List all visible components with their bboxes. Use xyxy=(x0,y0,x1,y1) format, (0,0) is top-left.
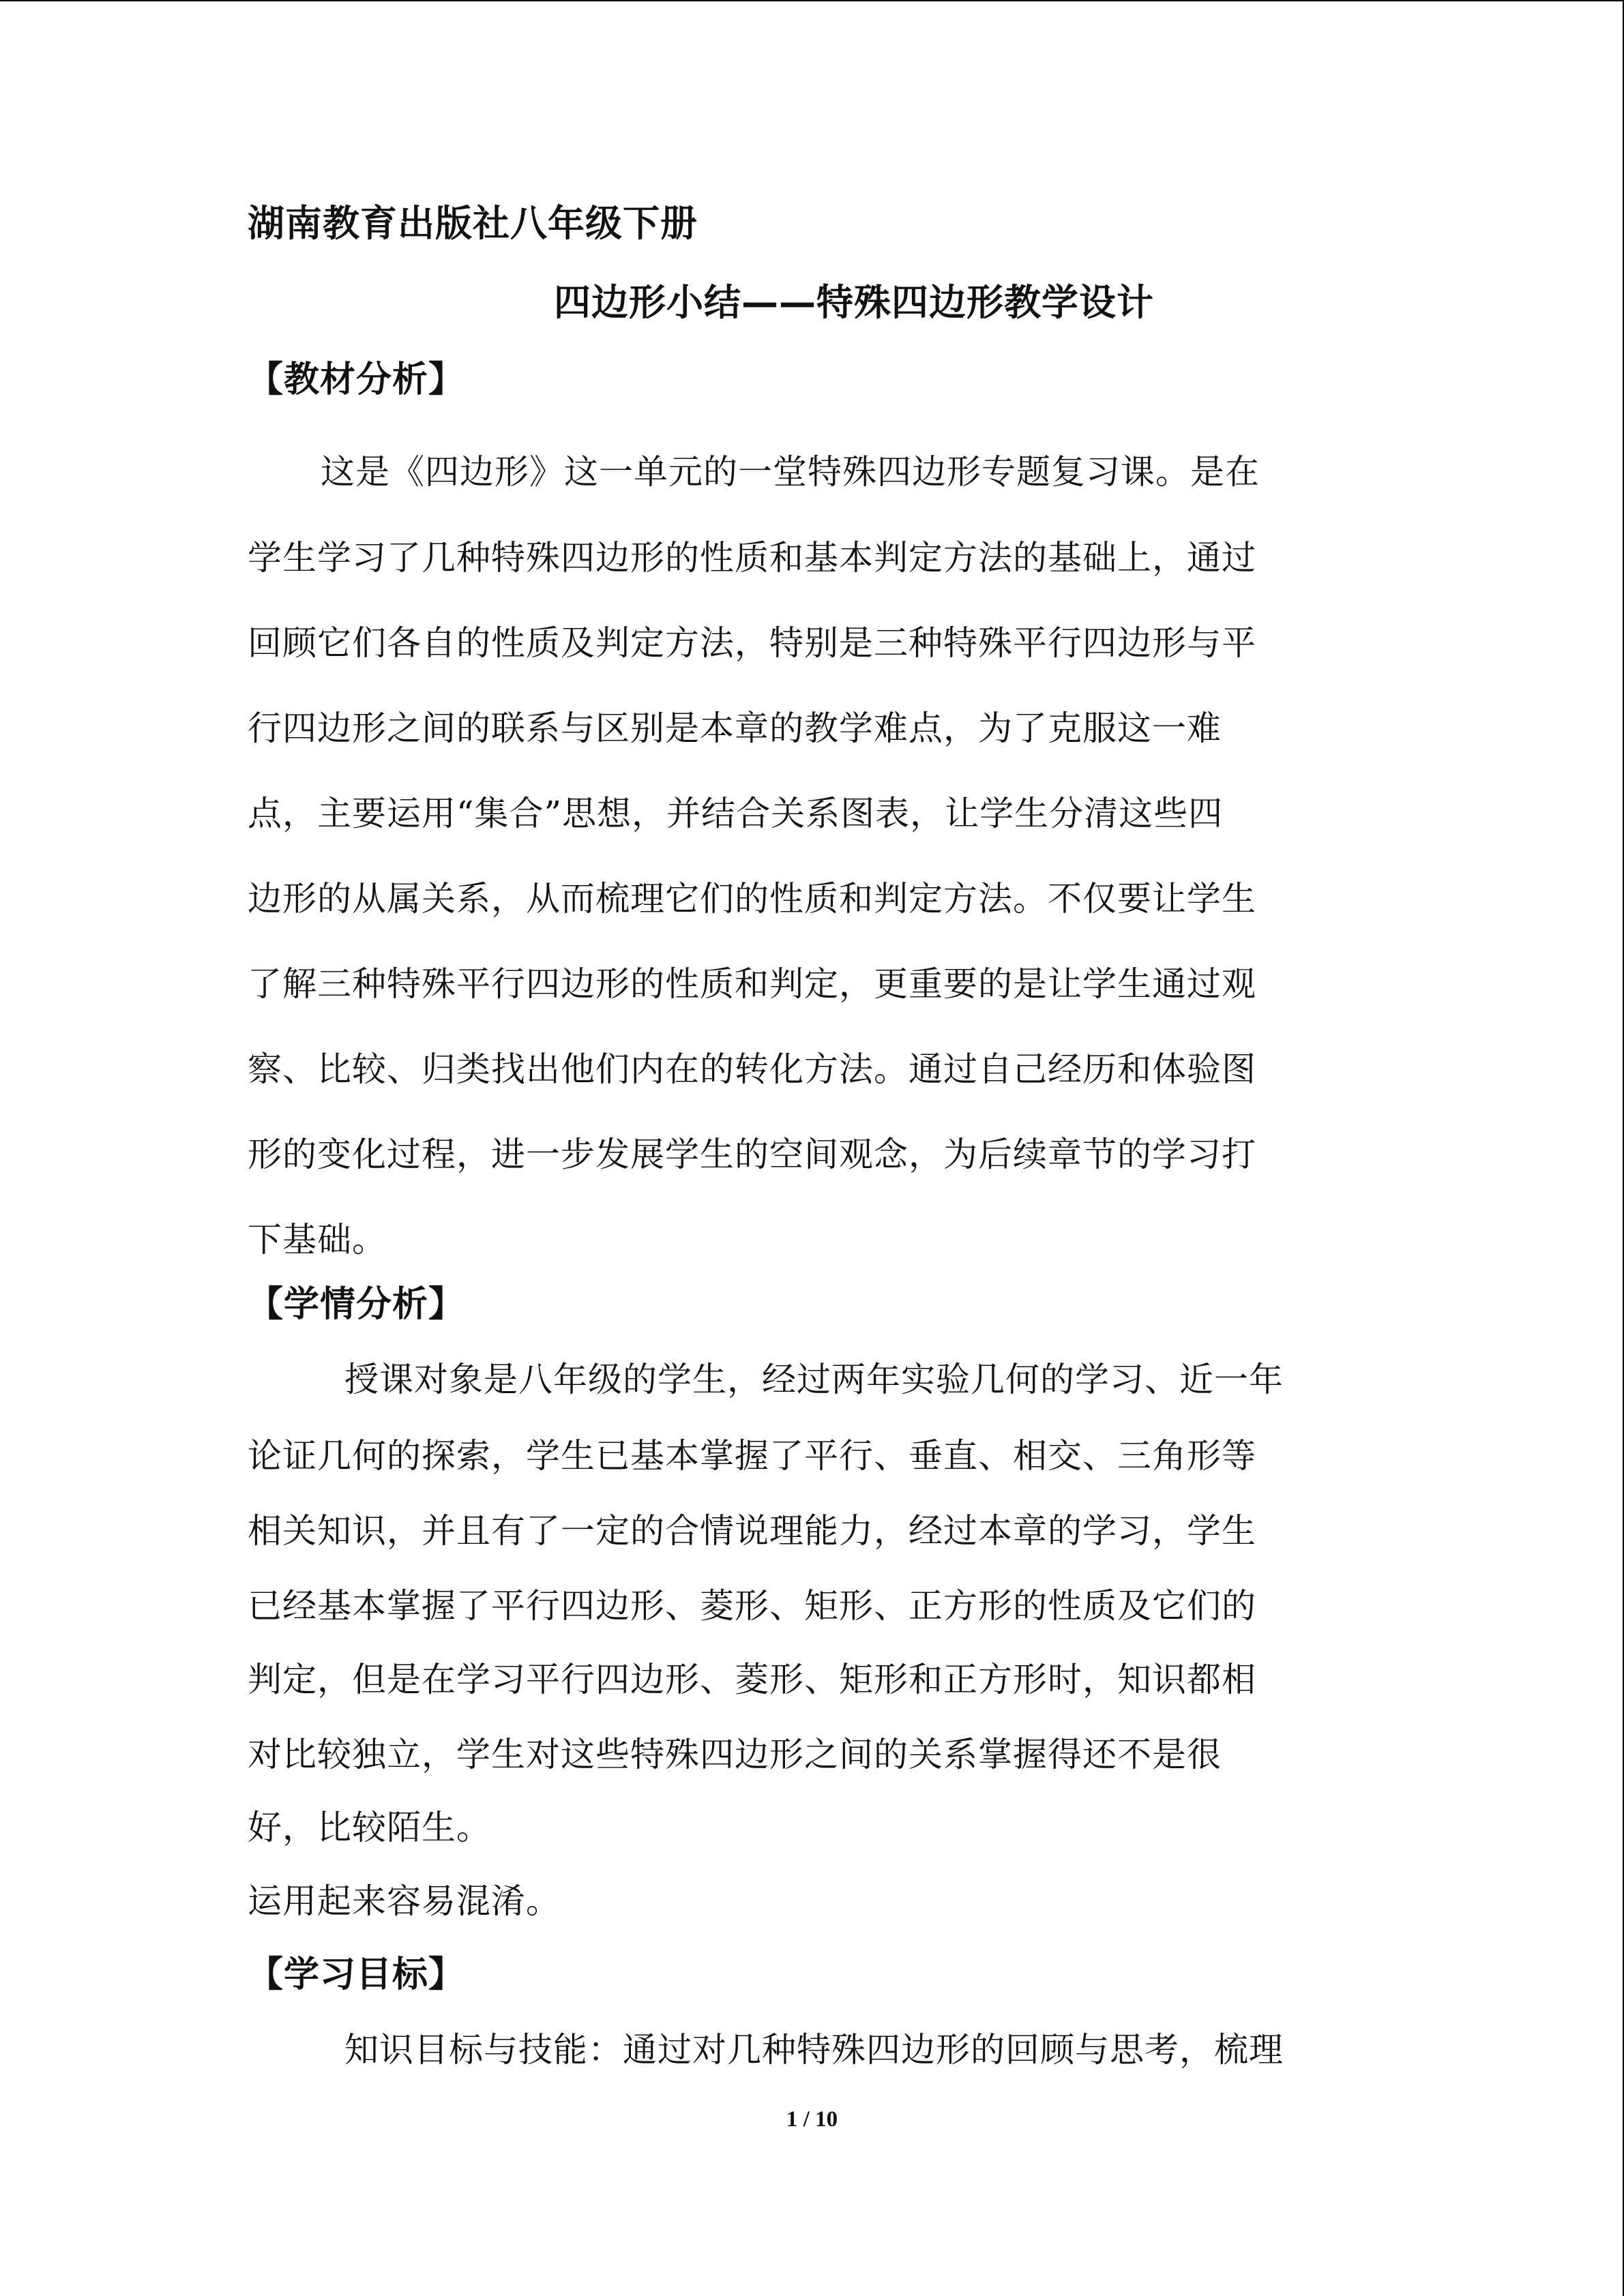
paragraph-line: 论证几何的探索，学生已基本掌握了平行、垂直、相交、三角形等 xyxy=(248,1436,1256,1476)
paragraph-line: 好，比较陌生。 xyxy=(248,1808,491,1847)
paragraph-line: 已经基本掌握了平行四边形、菱形、矩形、正方形的性质及它们的 xyxy=(248,1586,1256,1626)
paragraph-line: 知识目标与技能：通过对几种特殊四边形的回顾与思考，梳理 xyxy=(344,2030,1284,2070)
paragraph-line: 回顾它们各自的性质及判定方法，特别是三种特殊平行四边形与平 xyxy=(248,623,1256,663)
paragraph-line: 运用起来容易混淆。 xyxy=(248,1881,561,1921)
paragraph-line: 行四边形之间的联系与区别是本章的教学难点，为了克服这一难 xyxy=(248,709,1222,748)
paragraph-line: 下基础。 xyxy=(248,1220,387,1259)
paragraph-line: 授课对象是八年级的学生，经过两年实验几何的学习、近一年 xyxy=(344,1360,1284,1399)
paragraph-line: 形的变化过程，进一步发展学生的空间观念，为后续章节的学习打 xyxy=(248,1135,1256,1174)
paragraph-line: 边形的从属关系，从而梳理它们的性质和判定方法。不仅要让学生 xyxy=(248,879,1256,919)
section-heading-student-analysis: 【学情分析】 xyxy=(248,1284,465,1325)
page-number: 1 / 10 xyxy=(786,2107,838,2132)
section-heading-textbook-analysis: 【教材分析】 xyxy=(248,359,465,400)
document-title: 四边形小结——特殊四边形教学设计 xyxy=(554,281,1154,324)
paragraph-line: 这是《四边形》这一单元的一堂特殊四边形专题复习课。是在 xyxy=(321,452,1260,492)
paragraph-line: 了解三种特殊平行四边形的性质和判定，更重要的是让学生通过观 xyxy=(248,964,1256,1004)
paragraph-line: 点，主要运用“集合”思想，并结合关系图表，让学生分清这些四 xyxy=(248,794,1224,833)
section-heading-learning-goals: 【学习目标】 xyxy=(248,1954,465,1995)
paragraph-line: 察、比较、归类找出他们内在的转化方法。通过自己经历和体验图 xyxy=(248,1049,1256,1089)
paragraph-line: 判定，但是在学习平行四边形、菱形、矩形和正方形时，知识都相 xyxy=(248,1660,1256,1699)
paragraph-line: 对比较独立，学生对这些特殊四边形之间的关系掌握得还不是很 xyxy=(248,1735,1222,1774)
publisher-line: 湖南教育出版社八年级下册 xyxy=(248,202,698,245)
paragraph-line: 学生学习了几种特殊四边形的性质和基本判定方法的基础上，通过 xyxy=(248,538,1256,578)
paragraph-line: 相关知识，并且有了一定的合情说理能力，经过本章的学习，学生 xyxy=(248,1511,1256,1551)
